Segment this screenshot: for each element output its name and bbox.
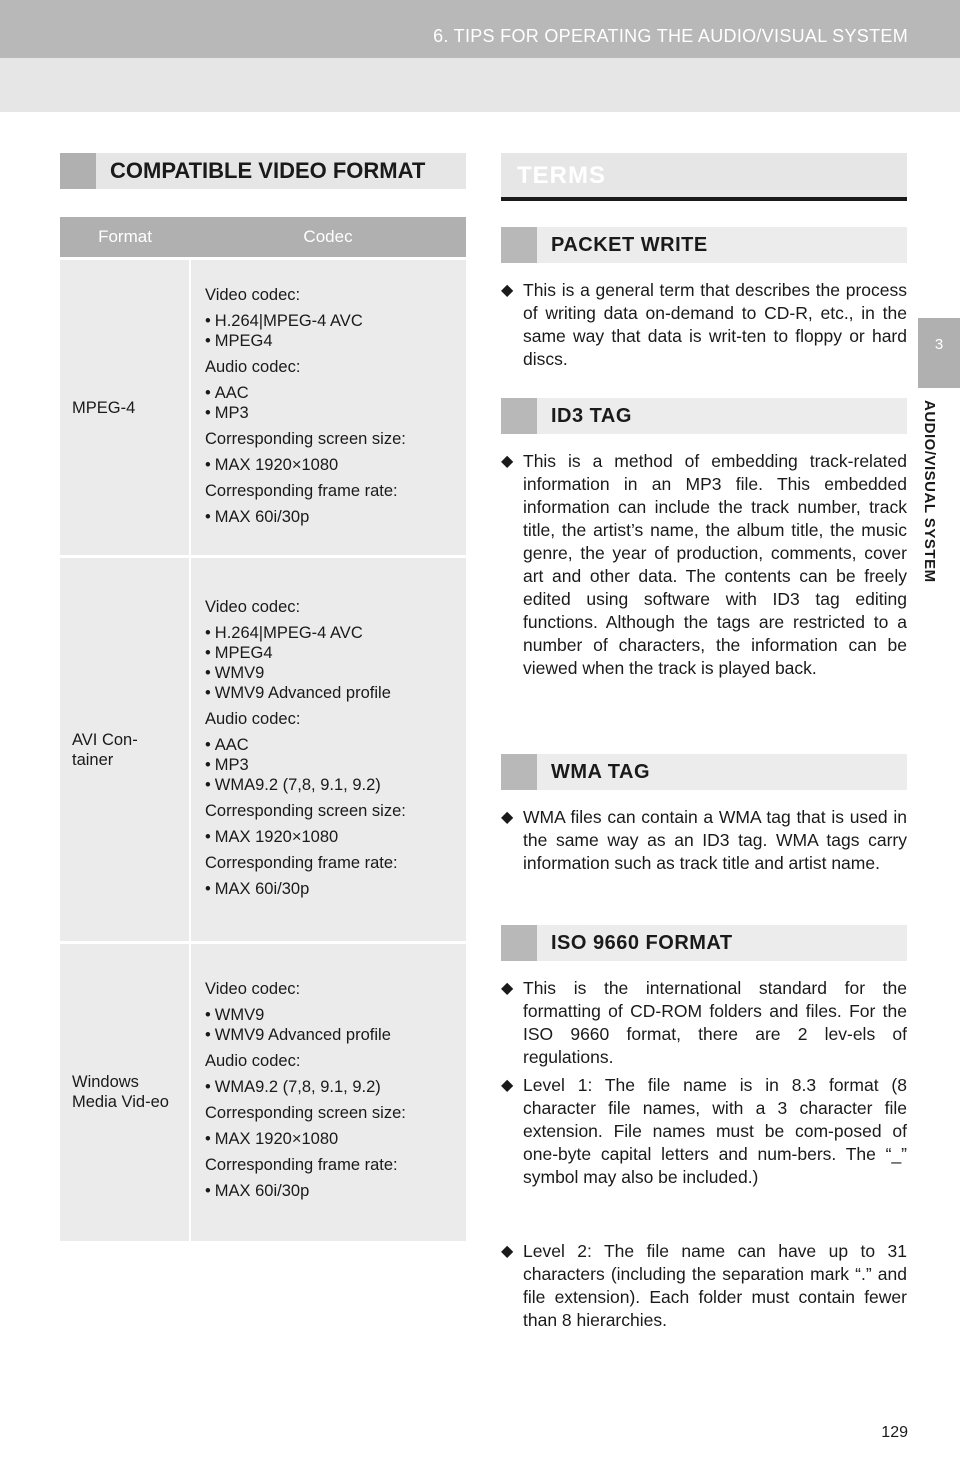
codec-group-label: Video codec: bbox=[205, 597, 301, 616]
video-format-table-body bbox=[60, 259, 466, 1241]
codec-group-label: Corresponding frame rate: bbox=[205, 1156, 398, 1175]
list-item: • MP3 bbox=[205, 403, 452, 423]
codec-group-label: Corresponding screen size: bbox=[205, 801, 406, 820]
chapter-tab-number: 3 bbox=[934, 336, 944, 353]
diamond-bullet-icon: ◆ bbox=[501, 980, 514, 997]
codec-group-items bbox=[205, 735, 452, 795]
list-item: • MAX 60i/30p bbox=[205, 879, 452, 899]
diamond-bullet-icon: ◆ bbox=[501, 1077, 514, 1094]
wma-tag-heading-text: WMA TAG bbox=[551, 761, 651, 783]
diamond-bullet-icon: ◆ bbox=[501, 809, 514, 826]
video-format-heading bbox=[60, 153, 466, 189]
codec-group-items bbox=[205, 507, 452, 527]
diamond-bullet-icon: ◆ bbox=[501, 282, 514, 299]
format-cell: AVI Con-tainer bbox=[60, 557, 190, 943]
iso-9660-paragraph-3 bbox=[501, 1240, 907, 1332]
wma-tag-heading bbox=[501, 754, 907, 790]
codec-group-label: Video codec: bbox=[205, 285, 301, 304]
codec-group-label: Corresponding frame rate: bbox=[205, 481, 398, 500]
codec-group-label: Audio codec: bbox=[205, 357, 301, 376]
terms-heading bbox=[501, 153, 907, 201]
list-item: • WMA9.2 (7,8, 9.1, 9.2) bbox=[205, 775, 452, 795]
heading-marker bbox=[501, 925, 537, 961]
codec-group-items bbox=[205, 827, 452, 847]
codec-group-label: Video codec: bbox=[205, 980, 301, 999]
codec-group-label: Corresponding frame rate: bbox=[205, 853, 398, 872]
iso-9660-text-1: This is the international standard for the formatting of CD-ROM folders and files. For the ISO 9660 format, there are 2 lev-els of regulations. bbox=[523, 978, 907, 1067]
codec-group-items bbox=[205, 455, 452, 475]
column-header-codec: Codec bbox=[190, 217, 466, 259]
table-row bbox=[60, 259, 466, 557]
codec-group-items bbox=[205, 1181, 452, 1201]
chapter-title: 6. TIPS FOR OPERATING THE AUDIO/VISUAL SYSTEM bbox=[433, 26, 908, 46]
codec-group-items bbox=[205, 1129, 452, 1149]
codec-group-label: Audio codec: bbox=[205, 1052, 301, 1071]
list-item: • H.264|MPEG-4 AVC bbox=[205, 311, 452, 331]
codec-group-items bbox=[205, 623, 452, 703]
list-item: • WMV9 bbox=[205, 1005, 452, 1025]
video-format-heading-text: COMPATIBLE VIDEO FORMAT bbox=[110, 158, 426, 183]
list-item: • WMV9 bbox=[205, 663, 452, 683]
codec-cell bbox=[190, 557, 466, 943]
list-item: • MPEG4 bbox=[205, 331, 452, 351]
id3-tag-heading bbox=[501, 398, 907, 434]
list-item: • AAC bbox=[205, 735, 452, 755]
iso-9660-text-3: Level 2: The file name can have up to 31 characters (including the separation mark “.” and file extension). Each folder must contain fewer than 8 hierarchies. bbox=[523, 1241, 907, 1330]
wma-tag-paragraph bbox=[501, 806, 907, 875]
heading-marker bbox=[60, 153, 96, 189]
list-item: • H.264|MPEG-4 AVC bbox=[205, 623, 452, 643]
terms-heading-text: TERMS bbox=[517, 162, 606, 189]
table-row bbox=[60, 943, 466, 1241]
id3-tag-heading-text: ID3 TAG bbox=[551, 405, 632, 427]
codec-cell bbox=[190, 943, 466, 1241]
iso-9660-paragraph-1 bbox=[501, 977, 907, 1069]
list-item: • WMV9 Advanced profile bbox=[205, 1025, 452, 1045]
list-item: • MPEG4 bbox=[205, 643, 452, 663]
packet-write-paragraph bbox=[501, 279, 907, 371]
codec-cell bbox=[190, 259, 466, 557]
list-item: • MAX 60i/30p bbox=[205, 507, 452, 527]
heading-marker bbox=[501, 398, 537, 434]
list-item: • MAX 1920×1080 bbox=[205, 827, 452, 847]
id3-tag-text: This is a method of embedding track-related information in an MP3 file. This embedded information can include the track number, track title, the artist’s name, the album title, the music genre, the year of production, comments, cover art and other data. The contents can be freely edited using software with ID3 tag editing functions. Although the tags are restricted to a number of characters, the information can be viewed when the track is played back. bbox=[523, 451, 907, 678]
chapter-tab-label: AUDIO/VISUAL SYSTEM bbox=[921, 400, 938, 583]
format-cell: Windows Media Vid-eo bbox=[60, 943, 190, 1241]
codec-group-items bbox=[205, 1005, 452, 1045]
list-item: • MP3 bbox=[205, 755, 452, 775]
iso-9660-text-2: Level 1: The file name is in 8.3 format (8 character file names, with a 3 character file extension. File names must be com-posed of one-byte capital letters and num-bers. The “_” symbol may also be included.) bbox=[523, 1075, 907, 1187]
heading-marker bbox=[501, 754, 537, 790]
codec-group-label: Corresponding screen size: bbox=[205, 429, 406, 448]
codec-group-items bbox=[205, 311, 452, 351]
codec-group-label: Corresponding screen size: bbox=[205, 1104, 406, 1123]
list-item: • MAX 60i/30p bbox=[205, 1181, 452, 1201]
packet-write-text: This is a general term that describes the process of writing data on-demand to CD-R, etc., in the same way that data is writ-ten to floppy or hard discs. bbox=[523, 280, 907, 369]
codec-group-items bbox=[205, 1077, 452, 1097]
heading-marker bbox=[501, 227, 537, 263]
iso-9660-heading bbox=[501, 925, 907, 961]
column-header-format: Format bbox=[60, 217, 190, 259]
codec-group-label: Audio codec: bbox=[205, 709, 301, 728]
video-format-table bbox=[60, 217, 466, 1241]
list-item: • MAX 1920×1080 bbox=[205, 1129, 452, 1149]
list-item: • WMV9 Advanced profile bbox=[205, 683, 452, 703]
packet-write-heading-text: PACKET WRITE bbox=[551, 234, 708, 256]
diamond-bullet-icon: ◆ bbox=[501, 453, 514, 470]
chapter-tab bbox=[918, 318, 960, 388]
packet-write-heading bbox=[501, 227, 907, 263]
list-item: • MAX 1920×1080 bbox=[205, 455, 452, 475]
codec-group-items bbox=[205, 383, 452, 423]
iso-9660-heading-text: ISO 9660 FORMAT bbox=[551, 932, 733, 954]
iso-9660-paragraph-2 bbox=[501, 1074, 907, 1189]
diamond-bullet-icon: ◆ bbox=[501, 1243, 514, 1260]
page-number: 129 bbox=[881, 1424, 908, 1441]
format-cell: MPEG-4 bbox=[60, 259, 190, 557]
wma-tag-text: WMA files can contain a WMA tag that is used in the same way as an ID3 tag. WMA tags carry information such as track title and artist name. bbox=[523, 807, 907, 873]
id3-tag-paragraph bbox=[501, 450, 907, 680]
list-item: • WMA9.2 (7,8, 9.1, 9.2) bbox=[205, 1077, 452, 1097]
codec-group-items bbox=[205, 879, 452, 899]
table-row bbox=[60, 557, 466, 943]
list-item: • AAC bbox=[205, 383, 452, 403]
